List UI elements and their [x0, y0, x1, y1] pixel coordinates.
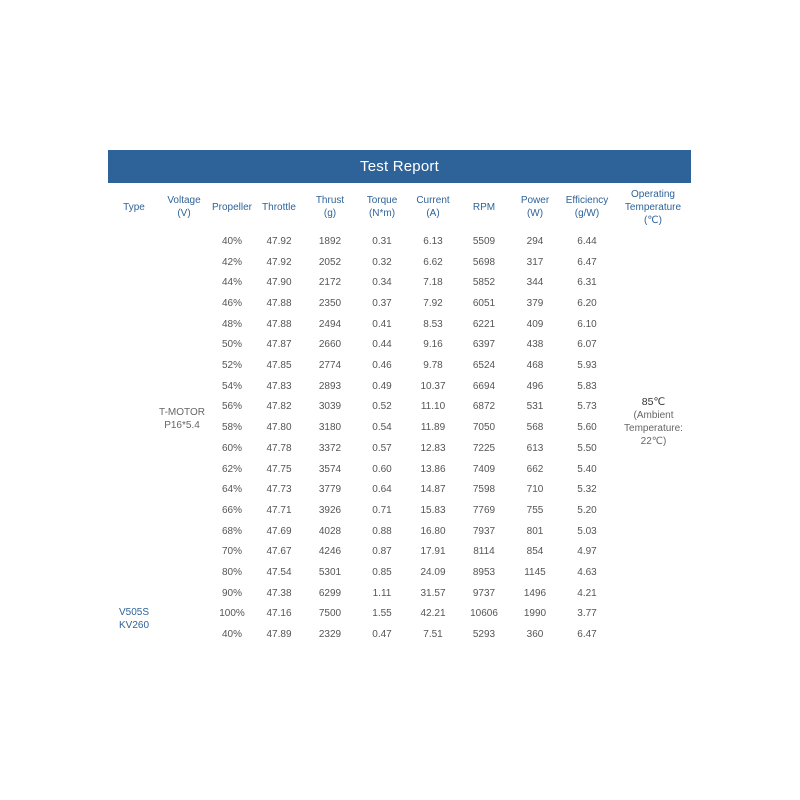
table-cell: 42%	[221, 256, 242, 268]
table-cell: 47.69	[266, 525, 292, 537]
table-cell: 2660	[318, 339, 342, 351]
table-cell: 755	[526, 504, 544, 516]
table-cell: 6221	[472, 318, 496, 330]
type-cell: V505S KV260	[119, 607, 150, 631]
table-cell: 46%	[221, 297, 242, 309]
table-cell: 47.92	[266, 256, 292, 268]
table-cell: 47.89	[266, 629, 292, 641]
table-cell: 4.21	[577, 587, 597, 599]
column-header: Propeller	[211, 201, 253, 213]
table-cell: 52%	[221, 360, 242, 372]
table-cell: 0.31	[372, 235, 392, 247]
table-cell: 0.64	[372, 484, 392, 496]
table-header	[108, 183, 691, 231]
table-cell: 5698	[472, 256, 496, 268]
table-cell: 11.89	[420, 422, 446, 434]
table-cell: 7500	[318, 608, 342, 620]
table-cell: 1.55	[372, 608, 392, 620]
table-cell: 47.82	[266, 401, 292, 413]
table-cell: 0.34	[372, 277, 392, 289]
table-cell: 4.63	[577, 567, 597, 579]
table-cell: 6051	[472, 297, 496, 309]
table-cell: 56%	[221, 401, 242, 413]
column-header: Thrust (g)	[315, 195, 345, 219]
table-cell: 568	[526, 422, 544, 434]
table-cell: 7.51	[423, 629, 443, 641]
table-cell: 6.31	[577, 277, 597, 289]
table-cell: 60%	[221, 442, 242, 454]
table-cell: 8953	[472, 567, 496, 579]
table-cell: 0.37	[372, 297, 392, 309]
table-cell: 317	[526, 256, 544, 268]
table-row	[108, 355, 691, 376]
table-cell: 0.54	[372, 422, 392, 434]
table-cell: 662	[526, 463, 544, 475]
table-row	[108, 272, 691, 293]
table-cell: 10606	[470, 608, 498, 620]
table-cell: 5.73	[577, 401, 597, 413]
column-header: Current (A)	[416, 195, 450, 219]
table-cell: 496	[526, 380, 544, 392]
table-cell: 47.67	[266, 546, 292, 558]
table-cell: 9.78	[423, 360, 443, 372]
table-cell: 5.40	[577, 463, 597, 475]
table-cell: 47.75	[266, 463, 292, 475]
table-cell: 710	[526, 484, 544, 496]
table-cell: 6.47	[577, 629, 597, 641]
table-cell: 6872	[472, 401, 496, 413]
table-row	[108, 604, 691, 625]
table-cell: 47.71	[266, 504, 292, 516]
table-cell: 5.83	[577, 380, 597, 392]
table-row	[108, 562, 691, 583]
table-row	[108, 479, 691, 500]
table-cell: 16.80	[420, 525, 446, 537]
table-cell: 0.60	[372, 463, 392, 475]
table-cell: 6.47	[577, 256, 597, 268]
table-cell: 7769	[472, 504, 496, 516]
table-cell: 4028	[318, 525, 342, 537]
table-cell: 360	[526, 629, 544, 641]
table-cell: 6.07	[577, 339, 597, 351]
table-cell: 47.85	[266, 360, 292, 372]
table-row	[108, 417, 691, 438]
table-cell: 0.41	[372, 318, 392, 330]
table-cell: 6299	[318, 587, 342, 599]
table-cell: 68%	[221, 525, 242, 537]
table-cell: 1145	[524, 567, 546, 579]
table-cell: 0.85	[372, 567, 392, 579]
table-cell: 58%	[221, 422, 242, 434]
table-row	[108, 624, 691, 645]
table-cell: 0.71	[372, 504, 392, 516]
table-cell: 2052	[318, 256, 342, 268]
table-cell: 40%	[221, 629, 242, 641]
table-row	[108, 252, 691, 273]
column-header: Throttle	[262, 201, 296, 213]
table-cell: 6.20	[577, 297, 597, 309]
table-cell: 24.09	[420, 567, 446, 579]
table-cell: 47.83	[266, 380, 292, 392]
table-cell: 7598	[472, 484, 496, 496]
table-row	[108, 376, 691, 397]
table-cell: 3926	[318, 504, 342, 516]
table-cell: 5.32	[577, 484, 597, 496]
table-cell: 6.44	[577, 235, 597, 247]
table-row	[108, 459, 691, 480]
column-header: Torque (N*m)	[366, 195, 398, 219]
table-row	[108, 314, 691, 335]
table-cell: 7937	[472, 525, 496, 537]
table-cell: 7050	[472, 422, 496, 434]
table-cell: 100%	[219, 608, 245, 620]
table-cell: 66%	[221, 504, 242, 516]
table-cell: 40%	[221, 235, 242, 247]
table-cell: 50%	[221, 339, 242, 351]
table-cell: 2329	[318, 629, 342, 641]
table-cell: 0.49	[372, 380, 392, 392]
propeller-cell: T-MOTOR P16*5.4	[159, 407, 205, 431]
table-cell: 6694	[472, 380, 496, 392]
table-cell: 14.87	[420, 484, 446, 496]
table-cell: 31.57	[420, 587, 446, 599]
table-cell: 5.20	[577, 504, 597, 516]
table-cell: 0.57	[372, 442, 392, 454]
table-row	[108, 231, 691, 252]
table-cell: 48%	[221, 318, 242, 330]
table-cell: 5301	[318, 567, 342, 579]
table-cell: 64%	[221, 484, 242, 496]
table-cell: 1496	[523, 587, 547, 599]
report-title: Test Report	[108, 150, 691, 183]
table-cell: 801	[526, 525, 544, 537]
table-cell: 1.11	[372, 587, 392, 599]
table-cell: 4246	[318, 546, 342, 558]
table-cell: 44%	[221, 277, 242, 289]
table-cell: 294	[526, 235, 544, 247]
table-cell: 3372	[318, 442, 342, 454]
table-cell: 2774	[318, 360, 342, 372]
table-cell: 17.91	[420, 546, 446, 558]
table-cell: 47.88	[266, 318, 292, 330]
table-cell: 7.18	[423, 277, 443, 289]
table-cell: 47.87	[266, 339, 292, 351]
table-row	[108, 293, 691, 314]
table-cell: 90%	[221, 587, 242, 599]
table-cell: 80%	[221, 567, 242, 579]
table-cell: 47.88	[266, 297, 292, 309]
column-header: RPM	[472, 201, 496, 213]
table-cell: 3039	[318, 401, 342, 413]
table-cell: 409	[526, 318, 544, 330]
table-row	[108, 335, 691, 356]
table-cell: 5.60	[577, 422, 597, 434]
table-cell: 2494	[318, 318, 342, 330]
column-header: Voltage (V)	[167, 195, 201, 219]
table-cell: 47.78	[266, 442, 292, 454]
table-cell: 5293	[472, 629, 496, 641]
table-cell: 4.97	[577, 546, 597, 558]
table-cell: 438	[526, 339, 544, 351]
table-cell: 47.90	[266, 277, 292, 289]
table-row	[108, 521, 691, 542]
table-cell: 6.13	[423, 235, 443, 247]
temperature-note: (Ambient Temperature: 22℃)	[624, 410, 683, 447]
table-cell: 1990	[523, 608, 547, 620]
table-row	[108, 397, 691, 418]
table-cell: 12.83	[420, 442, 446, 454]
table-cell: 854	[526, 546, 544, 558]
table-cell: 9737	[472, 587, 496, 599]
table-cell: 47.80	[266, 422, 292, 434]
table-cell: 70%	[221, 546, 242, 558]
table-cell: 379	[526, 297, 544, 309]
table-cell: 613	[526, 442, 544, 454]
table-cell: 15.83	[420, 504, 446, 516]
table-row	[108, 500, 691, 521]
table-cell: 3574	[318, 463, 342, 475]
table-cell: 6397	[472, 339, 496, 351]
table-cell: 8114	[473, 546, 495, 558]
table-cell: 0.46	[372, 360, 392, 372]
table-cell: 0.44	[372, 339, 392, 351]
table-cell: 0.52	[372, 401, 392, 413]
table-cell: 0.87	[372, 546, 392, 558]
column-header: Efficiency (g/W)	[565, 195, 609, 219]
table-cell: 6524	[472, 360, 496, 372]
table-cell: 62%	[221, 463, 242, 475]
column-header: Operating Temperature (℃)	[624, 188, 682, 226]
table-cell: 2350	[318, 297, 342, 309]
table-cell: 0.47	[372, 629, 392, 641]
table-cell: 11.10	[420, 401, 446, 413]
table-cell: 54%	[221, 380, 242, 392]
table-cell: 8.53	[423, 318, 443, 330]
table-cell: 47.16	[266, 608, 292, 620]
table-body	[108, 231, 691, 651]
table-cell: 7225	[472, 442, 496, 454]
table-cell: 3.77	[577, 608, 597, 620]
table-cell: 47.38	[266, 587, 292, 599]
test-report	[108, 150, 691, 651]
table-cell: 3779	[318, 484, 342, 496]
table-cell: 42.21	[420, 608, 446, 620]
table-cell: 2172	[318, 277, 342, 289]
table-cell: 6.62	[423, 256, 443, 268]
table-cell: 344	[526, 277, 544, 289]
table-cell: 2893	[318, 380, 342, 392]
table-cell: 5.93	[577, 360, 597, 372]
table-cell: 5.03	[577, 525, 597, 537]
table-cell: 47.92	[266, 235, 292, 247]
table-cell: 47.54	[266, 567, 292, 579]
table-cell: 6.10	[577, 318, 597, 330]
table-cell: 0.88	[372, 525, 392, 537]
table-cell: 468	[526, 360, 544, 372]
table-cell: 7.92	[423, 297, 443, 309]
table-cell: 13.86	[420, 463, 446, 475]
table-cell: 1892	[318, 235, 342, 247]
table-row	[108, 542, 691, 563]
table-cell: 9.16	[423, 339, 443, 351]
column-header: Power (W)	[520, 195, 550, 219]
table-cell: 10.37	[420, 380, 446, 392]
table-cell: 47.73	[266, 484, 292, 496]
table-cell: 5.50	[577, 442, 597, 454]
table-cell: 5852	[472, 277, 496, 289]
table-cell: 3180	[318, 422, 342, 434]
table-row	[108, 583, 691, 604]
table-cell: 5509	[472, 235, 496, 247]
column-header: Type	[123, 201, 145, 213]
table-cell: 0.32	[372, 256, 392, 268]
table-cell: 531	[526, 401, 544, 413]
table-row	[108, 438, 691, 459]
table-cell: 7409	[472, 463, 496, 475]
temperature-value: 85℃	[641, 396, 666, 408]
